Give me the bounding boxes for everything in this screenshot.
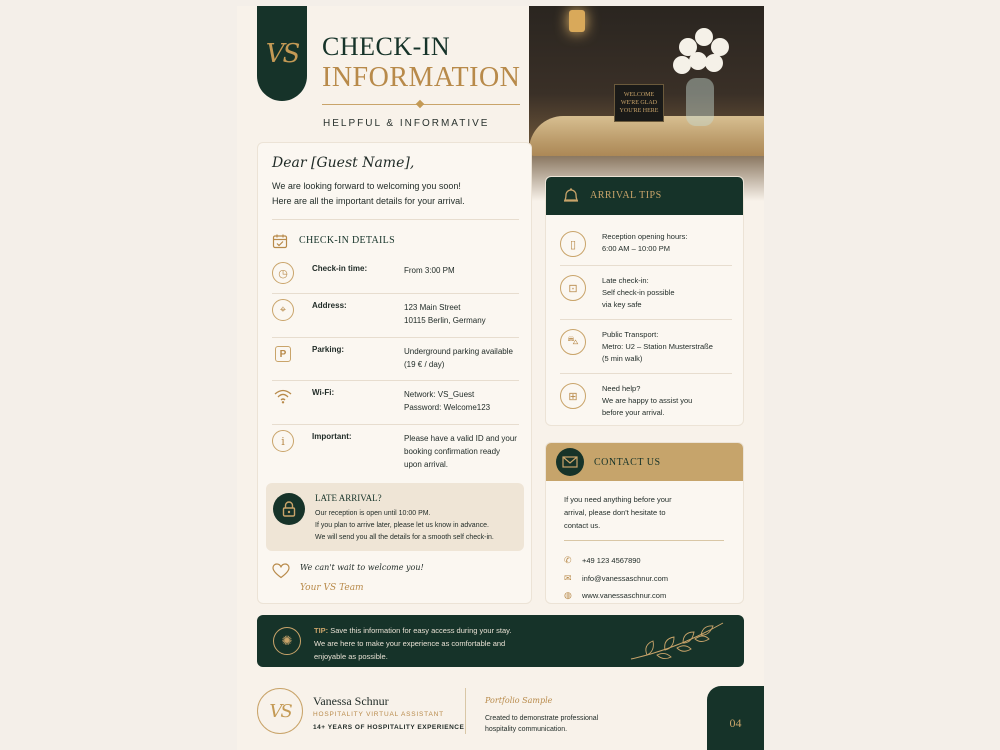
detail-value-line: Underground parking available <box>404 347 513 356</box>
detail-value-line: upon arrival. <box>404 460 449 469</box>
lobby-photo <box>529 6 764 201</box>
late-arrival-box <box>266 483 524 551</box>
email-link[interactable]: info@vanessaschnur.com <box>582 574 668 583</box>
detail-value <box>404 264 455 277</box>
divider <box>272 337 519 338</box>
detail-value <box>404 345 513 371</box>
phone-icon: ✆ <box>564 555 572 565</box>
tip-text <box>602 329 713 365</box>
intro-line: Here are all the important details for your arrival. <box>272 196 465 206</box>
divider <box>272 424 519 425</box>
tip-heading: Reception opening hours: <box>602 232 688 241</box>
tip-heading: Public Transport: <box>602 330 659 339</box>
contact-text-line: If you need anything before your <box>564 495 672 504</box>
leaf-branch-icon <box>627 619 727 663</box>
contact-phone[interactable] <box>564 555 641 566</box>
location-pin-icon: ⌖ <box>272 299 294 321</box>
tip-heading: Need help? <box>602 384 641 393</box>
divider <box>560 319 732 320</box>
tip-heading: Late check-in: <box>602 276 649 285</box>
suitcase-icon: ⊡ <box>560 275 586 301</box>
globe-icon: ◍ <box>564 590 572 600</box>
subtitle: HELPFUL & INFORMATIVE <box>323 118 490 129</box>
greeting: Dear [Guest Name], <box>272 155 415 171</box>
tip-line: (5 min walk) <box>602 354 643 363</box>
detail-value-line: Network: VS_Guest <box>404 390 475 399</box>
heart-icon <box>272 563 290 579</box>
tip-text <box>602 231 687 255</box>
footer-divider <box>465 688 466 734</box>
late-arrival-line: Our reception is open until 10:00 PM. <box>315 510 431 517</box>
detail-value <box>404 388 490 414</box>
contact-card <box>545 442 744 604</box>
detail-label: Check-in time: <box>312 264 368 273</box>
footer-experience: 14+ YEARS OF HOSPITALITY EXPERIENCE <box>313 724 465 731</box>
welcome-sign <box>614 84 664 122</box>
contact-email[interactable] <box>564 573 668 584</box>
contact-header <box>546 443 744 481</box>
section-title: CHECK-IN DETAILS <box>299 235 395 246</box>
tip-banner-line: enjoyable as possible. <box>314 652 388 661</box>
divider <box>564 540 724 541</box>
tip-line: 6:00 AM – 10:00 PM <box>602 244 670 253</box>
signature: Your VS Team <box>300 583 364 593</box>
tip-text <box>602 275 675 311</box>
arrival-tips-header <box>546 177 744 215</box>
detail-value-line: 123 Main Street <box>404 303 461 312</box>
intro-line: We are looking forward to welcoming you soon! <box>272 181 461 191</box>
reception-counter <box>529 116 764 156</box>
divider <box>272 219 519 220</box>
monogram-badge <box>257 6 307 101</box>
clock-icon: ◷ <box>272 262 294 284</box>
tip-line: before your arrival. <box>602 408 665 417</box>
footer-logo <box>257 688 303 734</box>
detail-label: Important: <box>312 432 352 441</box>
portfolio-label: Portfolio Sample <box>485 696 553 705</box>
detail-value-line: From 3:00 PM <box>404 266 455 275</box>
divider-diamond <box>416 100 424 108</box>
check-in-letter-card <box>257 142 532 604</box>
portfolio-line: hospitality communication. <box>485 726 568 733</box>
calendar-icon <box>272 233 288 249</box>
flowers <box>669 24 739 84</box>
mail-icon: ✉ <box>564 573 572 583</box>
lock-icon <box>273 493 305 525</box>
website-link[interactable]: www.vanessaschnur.com <box>582 591 667 600</box>
tip-banner-line: We are here to make your experience as comfortable and <box>314 639 506 648</box>
detail-value-line: 10115 Berlin, Germany <box>404 316 486 325</box>
tip-line: via key safe <box>602 300 642 309</box>
late-arrival-text <box>315 508 494 544</box>
luggage-icon: ⊞ <box>560 383 586 409</box>
closing-line: We can't wait to welcome you! <box>300 563 424 572</box>
contact-text-line: contact us. <box>564 521 601 530</box>
footer-monogram: VS <box>269 700 291 722</box>
tip-text <box>602 383 692 419</box>
info-icon: i <box>272 430 294 452</box>
intro-text <box>272 179 465 209</box>
portfolio-line: Created to demonstrate professional <box>485 715 599 722</box>
bell-icon <box>562 187 580 205</box>
car-icon: ⛍ <box>560 329 586 355</box>
late-arrival-line: We will send you all the details for a smooth self check-in. <box>315 534 494 541</box>
detail-label: Wi-Fi: <box>312 388 335 397</box>
contact-text-line: arrival, please don't hesitate to <box>564 508 666 517</box>
divider <box>272 293 519 294</box>
wifi-icon <box>274 388 292 404</box>
title-line-1: CHECK-IN <box>322 32 451 61</box>
divider <box>560 265 732 266</box>
detail-value-line: booking confirmation ready <box>404 447 501 456</box>
envelope-icon <box>556 448 584 476</box>
detail-value <box>404 301 486 327</box>
lamp-icon <box>569 10 585 32</box>
divider <box>272 380 519 381</box>
arrival-tips-title: ARRIVAL TIPS <box>590 190 662 201</box>
lightbulb-icon: ✺ <box>273 627 301 655</box>
tip-label: TIP: <box>314 626 329 635</box>
detail-label: Address: <box>312 301 347 310</box>
door-icon: ▯ <box>560 231 586 257</box>
detail-label: Parking: <box>312 345 345 354</box>
tip-line: Metro: U2 – Station Musterstraße <box>602 342 713 351</box>
arrival-tips-card <box>545 176 744 426</box>
contact-title: CONTACT US <box>594 457 661 468</box>
contact-text <box>564 493 672 532</box>
portfolio-description <box>485 713 598 735</box>
detail-value <box>404 432 517 471</box>
check-in-page <box>237 6 764 750</box>
footer-role: HOSPITALITY VIRTUAL ASSISTANT <box>313 711 444 718</box>
tip-line: Self check-in possible <box>602 288 675 297</box>
contact-website[interactable] <box>564 590 666 601</box>
tip-line: We are happy to assist you <box>602 396 693 405</box>
tip-banner <box>257 615 744 667</box>
phone-number[interactable]: +49 123 4567890 <box>582 556 641 565</box>
detail-value-line: Password: Welcome123 <box>404 403 491 412</box>
late-arrival-line: If you plan to arrive later, please let us know in advance. <box>315 522 489 529</box>
detail-value-line: (19 € / day) <box>404 360 445 369</box>
parking-icon: P <box>275 346 291 362</box>
monogram: VS <box>265 38 299 69</box>
vase <box>686 78 714 126</box>
tip-banner-text <box>314 624 511 663</box>
divider <box>560 373 732 374</box>
tip-banner-line: Save this information for easy access during your stay. <box>328 626 512 635</box>
detail-value-line: Please have a valid ID and your <box>404 434 517 443</box>
welcome-sign-text: WELCOME WE'RE GLAD YOU'RE HERE <box>619 92 659 114</box>
late-arrival-title: LATE ARRIVAL? <box>315 493 382 503</box>
title-line-2: INFORMATION <box>322 62 521 93</box>
footer-name: Vanessa Schnur <box>313 694 389 708</box>
page-number: 04 <box>707 686 764 750</box>
